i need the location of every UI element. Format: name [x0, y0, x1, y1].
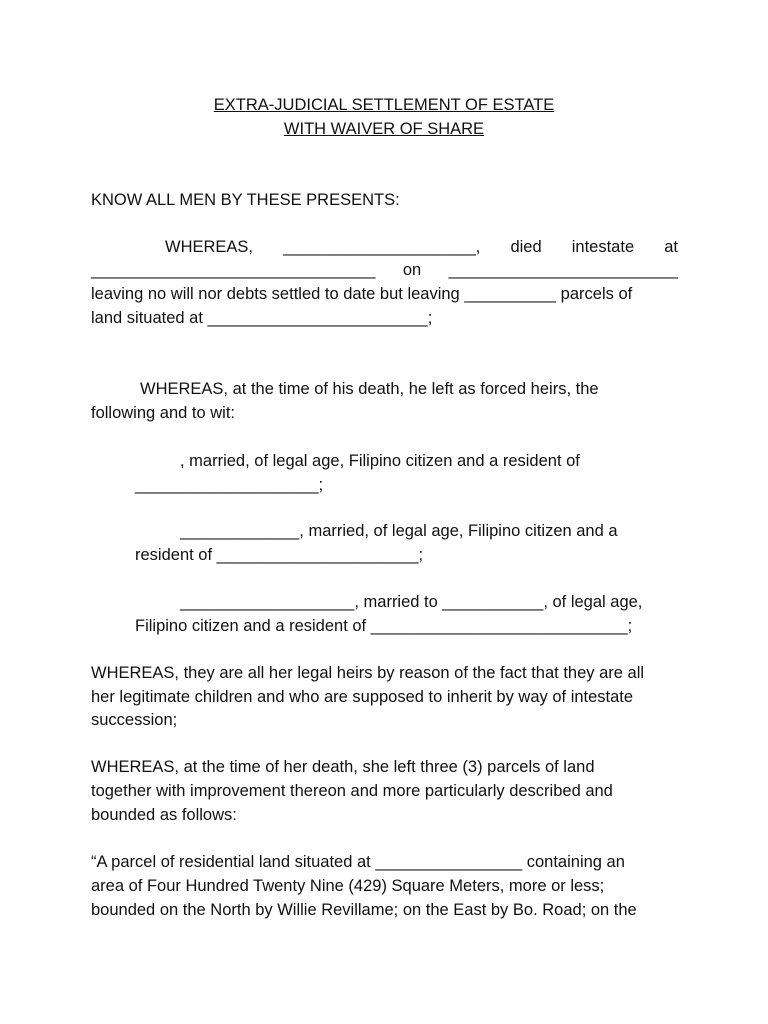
- know-all-heading: KNOW ALL MEN BY THESE PRESENTS:: [91, 191, 400, 209]
- paragraph-1-line-4: land situated at ________________________;: [91, 309, 433, 327]
- p1-place-blank: _______________________________: [91, 261, 376, 279]
- heir-2-line-2: resident of ______________________;: [135, 546, 424, 564]
- heir-2-line-1: _____________, married, of legal age, Filipino citizen and a: [180, 522, 618, 540]
- paragraph-2-line-2: following and to wit:: [91, 404, 235, 422]
- paragraph-3-line-2: her legitimate children and who are supposed to inherit by way of intestate: [91, 688, 634, 706]
- heir-3-line-1: ___________________, married to ___________, of legal age,: [180, 593, 643, 611]
- p1-whereas: WHEREAS,: [165, 238, 254, 256]
- p1-date-blank: _________________________: [448, 261, 678, 279]
- paragraph-4-line-1: WHEREAS, at the time of her death, she left three (3) parcels of land: [91, 758, 595, 776]
- paragraph-1-line-1: [165, 236, 678, 260]
- paragraph-2-line-1: WHEREAS, at the time of his death, he left as forced heirs, the: [140, 380, 599, 398]
- p1-on: on: [402, 261, 422, 279]
- paragraph-4-line-3: bounded as follows:: [91, 806, 237, 824]
- document-title-line-1: EXTRA-JUDICIAL SETTLEMENT OF ESTATE: [213, 96, 555, 114]
- heir-1-line-2: ____________________;: [135, 476, 324, 494]
- paragraph-1-line-3: leaving no will nor debts settled to date but leaving __________ parcels of: [91, 285, 633, 303]
- paragraph-5-line-2: area of Four Hundred Twenty Nine (429) Square Meters, more or less;: [91, 877, 605, 895]
- paragraph-5-line-3: bounded on the North by Willie Revillame; on the East by Bo. Road; on the: [91, 901, 637, 919]
- paragraph-5-line-1: “A parcel of residential land situated at ________________ containing an: [91, 853, 625, 871]
- heir-3-line-2: Filipino citizen and a resident of ____________________________;: [135, 617, 633, 635]
- document-title-line-2: WITH WAIVER OF SHARE: [283, 120, 485, 138]
- heir-1-line-1: , married, of legal age, Filipino citizen and a resident of: [180, 452, 580, 470]
- p1-died: died: [510, 238, 542, 256]
- paragraph-3-line-3: succession;: [91, 711, 178, 729]
- paragraph-1-line-2: [91, 259, 678, 283]
- paragraph-4-line-2: together with improvement thereon and more particularly described and: [91, 782, 613, 800]
- paragraph-3-line-1: WHEREAS, they are all her legal heirs by reason of the fact that they are all: [91, 664, 645, 682]
- p1-intestate: intestate: [571, 238, 635, 256]
- p1-at: at: [664, 238, 678, 256]
- p1-name-blank: _____________________,: [283, 238, 481, 256]
